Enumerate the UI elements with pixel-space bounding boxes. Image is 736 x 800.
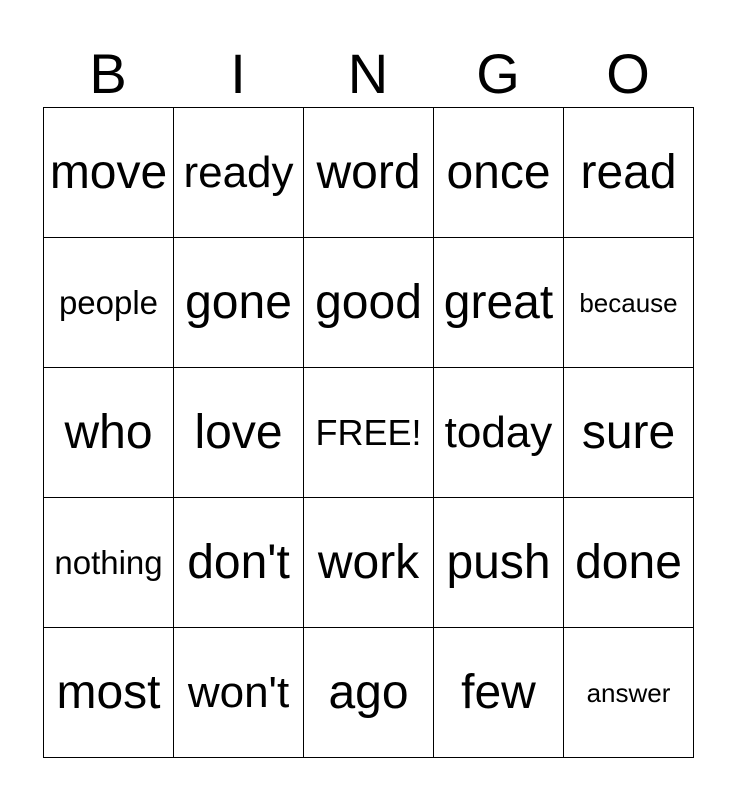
board-cell: today	[434, 368, 564, 498]
header-letter-b: B	[89, 42, 127, 105]
board-cell: people	[44, 238, 174, 368]
header-letter-g: G	[476, 42, 520, 105]
board-cell: because	[564, 238, 694, 368]
board-cell: done	[564, 498, 694, 628]
board-cell: word	[304, 108, 434, 238]
board-cell: good	[304, 238, 434, 368]
board-cell: ago	[304, 628, 434, 758]
board-cell: few	[434, 628, 564, 758]
free-space-cell: FREE!	[304, 368, 434, 498]
board-cell: read	[564, 108, 694, 238]
bingo-header	[43, 40, 693, 108]
board-cell: don't	[174, 498, 304, 628]
bingo-board	[43, 107, 694, 758]
board-cell: won't	[174, 628, 304, 758]
board-cell: nothing	[44, 498, 174, 628]
board-cell: move	[44, 108, 174, 238]
header-letter-n: N	[347, 42, 389, 105]
board-row	[44, 498, 694, 628]
board-cell: most	[44, 628, 174, 758]
board-cell: gone	[174, 238, 304, 368]
board-cell: work	[304, 498, 434, 628]
board-cell: answer	[564, 628, 694, 758]
board-row	[44, 108, 694, 238]
board-cell: sure	[564, 368, 694, 498]
board-cell: once	[434, 108, 564, 238]
board-row	[44, 238, 694, 368]
board-cell: love	[174, 368, 304, 498]
board-cell: great	[434, 238, 564, 368]
board-row	[44, 628, 694, 758]
board-cell: ready	[174, 108, 304, 238]
board-cell: who	[44, 368, 174, 498]
board-cell: push	[434, 498, 564, 628]
header-letter-o: O	[606, 42, 650, 105]
board-row	[44, 368, 694, 498]
header-letter-i: I	[230, 42, 246, 105]
